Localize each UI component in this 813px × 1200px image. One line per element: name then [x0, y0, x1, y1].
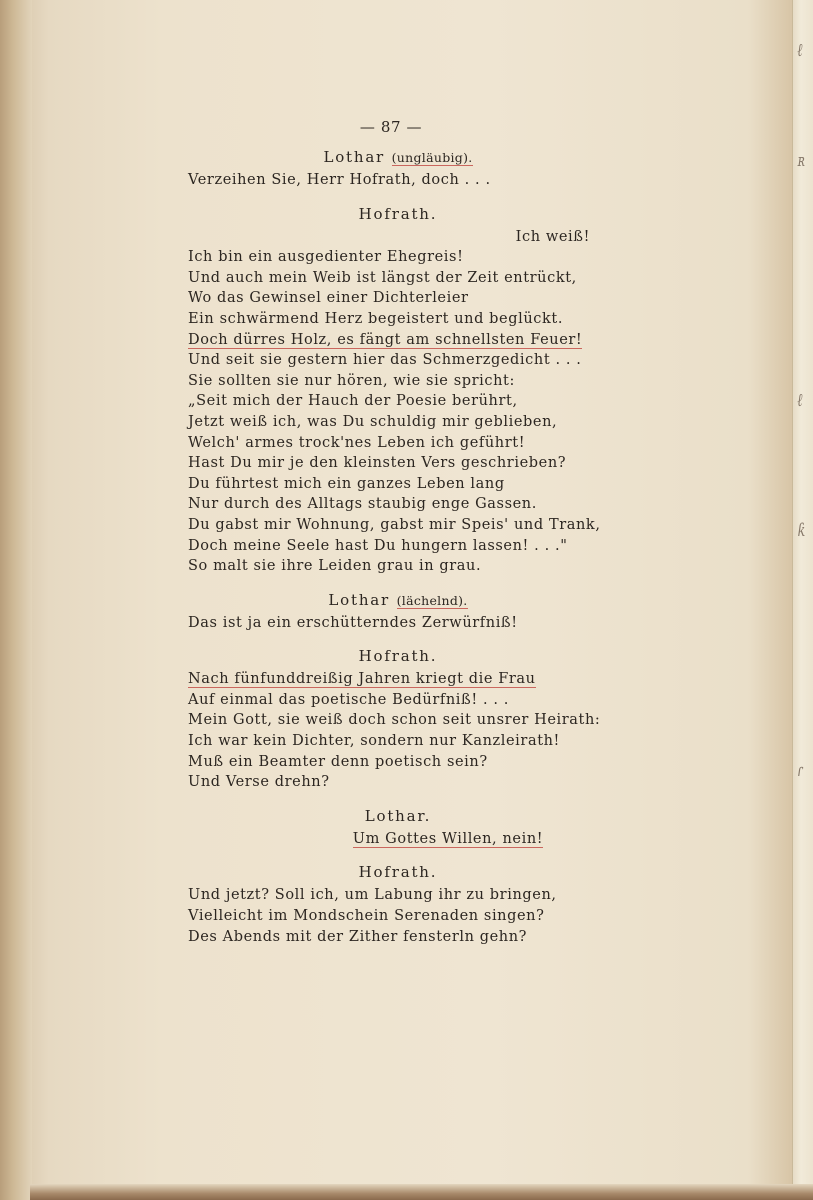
verse-line: Muß ein Beamter denn poetisch sein? — [188, 753, 488, 770]
speaker-heading — [188, 591, 608, 609]
verse-line: Welch' armes trock'nes Leben ich geführt! — [188, 434, 526, 451]
margin-handwriting-icon: ʀ — [797, 150, 805, 171]
verse-line: Ich bin ein ausgedienter Ehegreis! — [188, 249, 464, 266]
margin-handwriting-icon: ℓ — [797, 390, 803, 411]
stage-direction: (lächelnd). — [396, 592, 468, 608]
verse-line: Du führtest mich ein ganzes Leben lang — [188, 475, 505, 492]
speaker-name: Hofrath. — [358, 863, 438, 882]
verse-line: Wo das Gewinsel einer Dichterleier — [188, 290, 469, 307]
page-number: — 87 — — [359, 118, 423, 136]
margin-handwriting-icon: ƙ — [797, 520, 806, 541]
speaker-name: Lothar — [328, 590, 391, 609]
verse-line: Du gabst mir Wohnung, gabst mir Speis' und Trank, — [188, 516, 601, 533]
verse-line: Und jetzt? Soll ich, um Labung ihr zu bringen, — [188, 887, 557, 904]
page-bottom-edge — [30, 1184, 813, 1200]
verse-line: „Seit mich der Hauch der Poesie berührt, — [188, 393, 518, 410]
verse-line: Ich weiß! — [515, 228, 590, 245]
verse-line: Sie sollten sie nur hören, wie sie spricht: — [188, 372, 515, 389]
verse-line: Doch meine Seele hast Du hungern lassen! . . ." — [188, 537, 568, 554]
next-page-edge — [792, 0, 813, 1200]
verse-line: Und Verse drehn? — [188, 774, 330, 791]
verse-line — [188, 330, 608, 351]
verse-line: Und seit sie gestern hier das Schmerzgedicht . . . — [188, 352, 582, 369]
verse-line: Vielleicht im Mondschein Serenaden singen? — [188, 908, 545, 925]
underlined-verse: Nach fünfunddreißig Jahren kriegt die Frau — [188, 671, 536, 688]
speaker-name: Hofrath. — [358, 647, 438, 666]
speaker-heading — [188, 647, 608, 665]
verse-line: Ich war kein Dichter, sondern nur Kanzleirath! — [188, 733, 560, 750]
verse-line: Das ist ja ein erschütterndes Zerwürfniß! — [188, 614, 518, 631]
verse-line — [188, 669, 608, 690]
book-gutter — [0, 0, 32, 1200]
margin-handwriting-icon: ɾ — [797, 760, 803, 781]
speaker-heading — [188, 863, 608, 881]
verse-line: Verzeihen Sie, Herr Hofrath, doch . . . — [188, 172, 491, 188]
speaker-heading — [188, 205, 608, 223]
speaker-name: Hofrath. — [358, 204, 438, 223]
verse-line: Nur durch des Alltags staubig enge Gassen. — [188, 496, 537, 513]
verse-line: Des Abends mit der Zither fensterln gehn? — [188, 928, 528, 945]
speaker-name: Lothar — [323, 148, 386, 166]
verse-line — [188, 829, 608, 850]
speaker-heading — [188, 148, 608, 166]
speaker-name: Lothar. — [364, 806, 432, 825]
speaker-heading — [188, 807, 608, 825]
underlined-verse: Doch dürres Holz, es fängt am schnellsten Feuer! — [188, 331, 583, 348]
underlined-verse: Um Gottes Willen, nein! — [352, 830, 544, 847]
verse-line: Ein schwärmend Herz begeistert und beglückt. — [188, 310, 564, 327]
verse-line: Hast Du mir je den kleinsten Vers geschrieben? — [188, 455, 567, 472]
verse-line: Jetzt weiß ich, was Du schuldig mir geblieben, — [188, 413, 558, 430]
verse-line: So malt sie ihre Leiden grau in grau. — [188, 558, 482, 575]
verse-line: Auf einmal das poetische Bedürfniß! . . . — [188, 691, 510, 708]
verse-line: Mein Gott, sie weiß doch schon seit unsrer Heirath: — [188, 712, 601, 729]
verse-line: Und auch mein Weib ist längst der Zeit entrückt, — [188, 269, 577, 286]
stage-direction: (ungläubig). — [391, 150, 473, 165]
margin-handwriting-icon: ℓ — [797, 40, 803, 61]
page-text — [188, 118, 608, 947]
